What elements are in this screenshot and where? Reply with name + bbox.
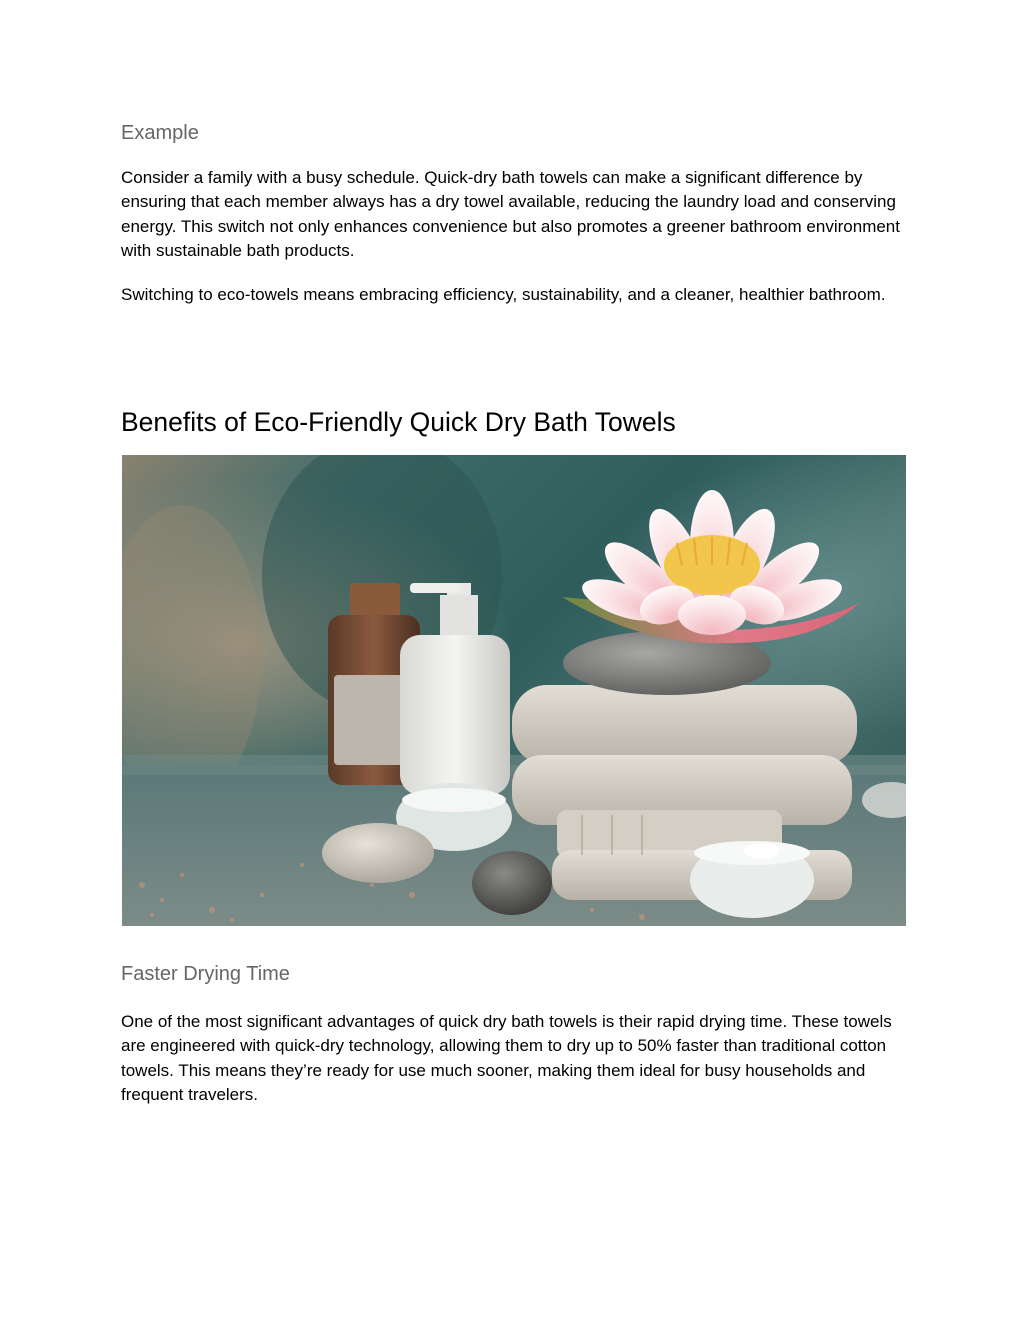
benefits-heading: Benefits of Eco-Friendly Quick Dry Bath Towels	[121, 407, 676, 437]
example-paragraph-1: Consider a family with a busy schedule. Quick-dry bath towels can make a significant difference by ensuring that each member always has a dry towel available, reducing the laundry load and conserving energy. This switch not only enhances convenience but also promotes a greener bathroom environment with sustainable bath products.	[121, 168, 900, 261]
spa-towels-image	[122, 455, 906, 926]
faster-drying-paragraph: One of the most significant advantages of quick dry bath towels is their rapid drying time. These towels are engineered with quick-dry technology, allowing them to dry up to 50% faster than traditional cotton towels. This means they’re ready for use much sooner, making them ideal for busy households and frequent travelers.	[121, 1012, 892, 1105]
example-paragraph-2: Switching to eco-towels means embracing efficiency, sustainability, and a cleaner, healthier bathroom.	[121, 285, 886, 304]
faster-drying-heading: Faster Drying Time	[121, 963, 290, 985]
example-heading: Example	[121, 122, 199, 144]
